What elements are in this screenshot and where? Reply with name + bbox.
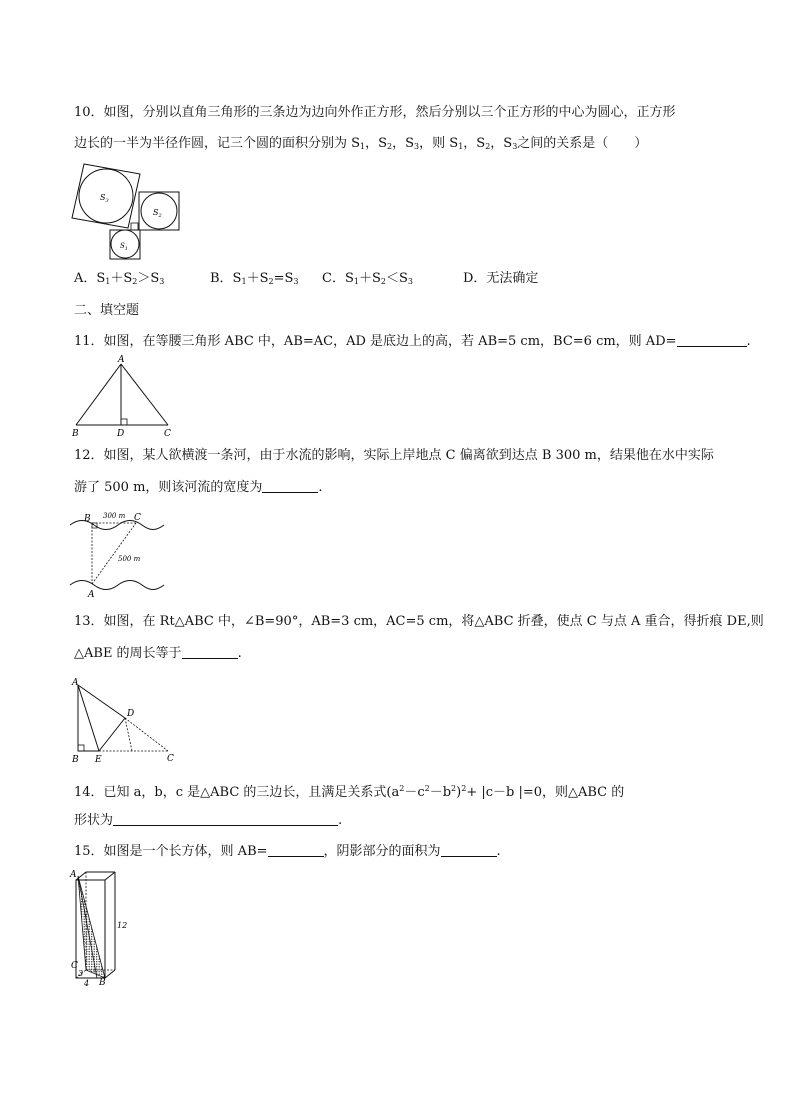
q14-line2 <box>74 812 342 830</box>
q10-line1: 10．如图，分别以直角三角形的三条边为边向外作正方形，然后分别以三个正方形的中心为圆心，正方形 <box>74 105 676 120</box>
opt-text: ＞S <box>137 271 160 286</box>
opt-text: ＋S <box>358 271 381 286</box>
q13-figure <box>70 675 182 763</box>
q12-line1: 12．如图，某人欲横渡一条河，由于水流的影响，实际上岸地点 C 偏离欲到达点 B 300 m，结果他在水中实际 <box>74 448 714 463</box>
q15-text <box>74 843 501 861</box>
sub: 3 <box>512 142 518 151</box>
q10-option-c[interactable] <box>322 270 413 291</box>
q10-option-b[interactable] <box>210 270 298 291</box>
q10-label-s3: $S_3$ <box>100 193 109 204</box>
q12-label-c: C <box>134 513 141 523</box>
sub: 3 <box>159 277 165 286</box>
q15-label-3: 3 <box>78 969 84 978</box>
q13-line1: 13．如图，在 Rt△ABC 中，∠B=90°，AB=3 cm，AC=5 cm，将△ABC 折叠，使点 C 与点 A 重合，得折痕 DE,则 <box>74 614 764 629</box>
q13-end: . <box>237 646 242 661</box>
q13-label-c: C <box>167 754 174 764</box>
q14-pre: 14．已知 a，b，c 是△ABC 的三边长，且满足关系式(a <box>74 785 400 800</box>
q15-label-4: 4 <box>84 979 90 988</box>
q10-line2 <box>74 135 647 156</box>
answer-blank-area[interactable] <box>441 843 497 857</box>
q10-option-d[interactable]: D．无法确定 <box>463 271 539 286</box>
opt-text: ＋S <box>246 271 269 286</box>
q10-line2-mid: ，则 S <box>419 136 459 151</box>
q14-post: + |c－b |=0，则△ABC 的 <box>466 785 625 800</box>
q14-stem: 形状为 <box>74 813 114 828</box>
q15-figure <box>68 868 138 990</box>
q11-figure <box>70 355 185 440</box>
q10-line2-c2: ，S <box>392 136 415 151</box>
answer-blank[interactable] <box>677 333 747 347</box>
section-title: 二、填空题 <box>74 303 140 318</box>
q15-label-12: 12 <box>117 921 128 930</box>
answer-blank[interactable] <box>262 479 318 493</box>
q11-end: . <box>746 334 751 349</box>
opt-text: B．S <box>210 271 242 286</box>
answer-blank[interactable] <box>113 812 338 826</box>
q11-label-a: A <box>118 355 125 365</box>
q13-label-d: D <box>127 709 135 719</box>
sub: 3 <box>407 277 413 286</box>
opt-text: A．S <box>74 271 106 286</box>
q10-label-s1: $S_1$ <box>120 242 128 252</box>
q12-figure <box>68 507 168 599</box>
q13-line2 <box>74 645 242 663</box>
q15-stem2: ，阴影部分的面积为 <box>323 844 441 859</box>
opt-text: ＜S <box>385 271 408 286</box>
sup: 2 <box>461 784 467 793</box>
q15-label-b: B <box>99 978 106 988</box>
sub: 1 <box>353 277 359 286</box>
answer-blank[interactable] <box>182 645 238 659</box>
q11-text <box>74 333 751 351</box>
q13-stem: △ABE 的周长等于 <box>74 646 182 661</box>
sup: 2 <box>399 784 405 793</box>
q10-line2-c1: ，S <box>365 136 388 151</box>
q11-label-b: B <box>72 429 79 439</box>
sub: 2 <box>485 142 491 151</box>
q10-line2-c2b: ，S <box>490 136 513 151</box>
q12-line2 <box>74 479 323 497</box>
q13-label-e: E <box>95 755 102 765</box>
q12-end: . <box>318 480 323 495</box>
sub: 3 <box>414 142 420 151</box>
q11-label-c: C <box>164 429 171 439</box>
q14-mid1: －c <box>404 785 425 800</box>
q12-label-300: 300 m <box>103 512 126 520</box>
sub: 2 <box>268 277 274 286</box>
q10-line2-end: 之间的关系是（ ） <box>517 136 648 151</box>
opt-text: C．S <box>322 271 354 286</box>
q10-line2-pre: 边长的一半为半径作圆，记三个圆的面积分别为 S <box>74 136 361 151</box>
q10-line2-c1b: ，S <box>463 136 486 151</box>
q10-label-s2: $S_2$ <box>153 208 162 219</box>
q14-end: . <box>338 813 343 828</box>
answer-blank-ab[interactable] <box>268 843 324 857</box>
q11-stem: 11．如图，在等腰三角形 ABC 中，AB=AC，AD 是底边上的高，若 AB=5 cm，BC=6 cm，则 AD= <box>74 334 677 349</box>
opt-text: =S <box>273 271 294 286</box>
q15-stem1: 15．如图是一个长方体，则 AB= <box>74 844 268 859</box>
q11-label-d: D <box>117 429 125 439</box>
sub: 1 <box>458 142 464 151</box>
q15-label-c: C <box>71 961 78 971</box>
q10-option-a[interactable] <box>74 270 164 291</box>
sup: 2 <box>451 784 457 793</box>
sup: 2 <box>424 784 430 793</box>
sub: 1 <box>360 142 366 151</box>
q14-line1 <box>74 780 624 802</box>
q12-stem: 游了 500 m，则该河流的宽度为 <box>74 480 263 495</box>
q12-label-500: 500 m <box>118 555 141 563</box>
q14-mid3: ) <box>456 785 462 800</box>
q10-figure <box>70 162 185 262</box>
q13-label-b: B <box>72 755 79 765</box>
q15-label-a: A <box>70 870 77 880</box>
sub: 3 <box>293 277 299 286</box>
q15-end: . <box>496 844 501 859</box>
sub: 2 <box>380 277 386 286</box>
q14-mid2: －b <box>429 785 452 800</box>
sub: 1 <box>241 277 247 286</box>
opt-text: ＋S <box>110 271 133 286</box>
sub: 2 <box>387 142 393 151</box>
q12-label-a: A <box>88 590 95 600</box>
sub: 2 <box>132 277 138 286</box>
q12-label-b: B <box>84 514 91 524</box>
sub: 1 <box>105 277 111 286</box>
q13-label-a: A <box>72 678 79 688</box>
